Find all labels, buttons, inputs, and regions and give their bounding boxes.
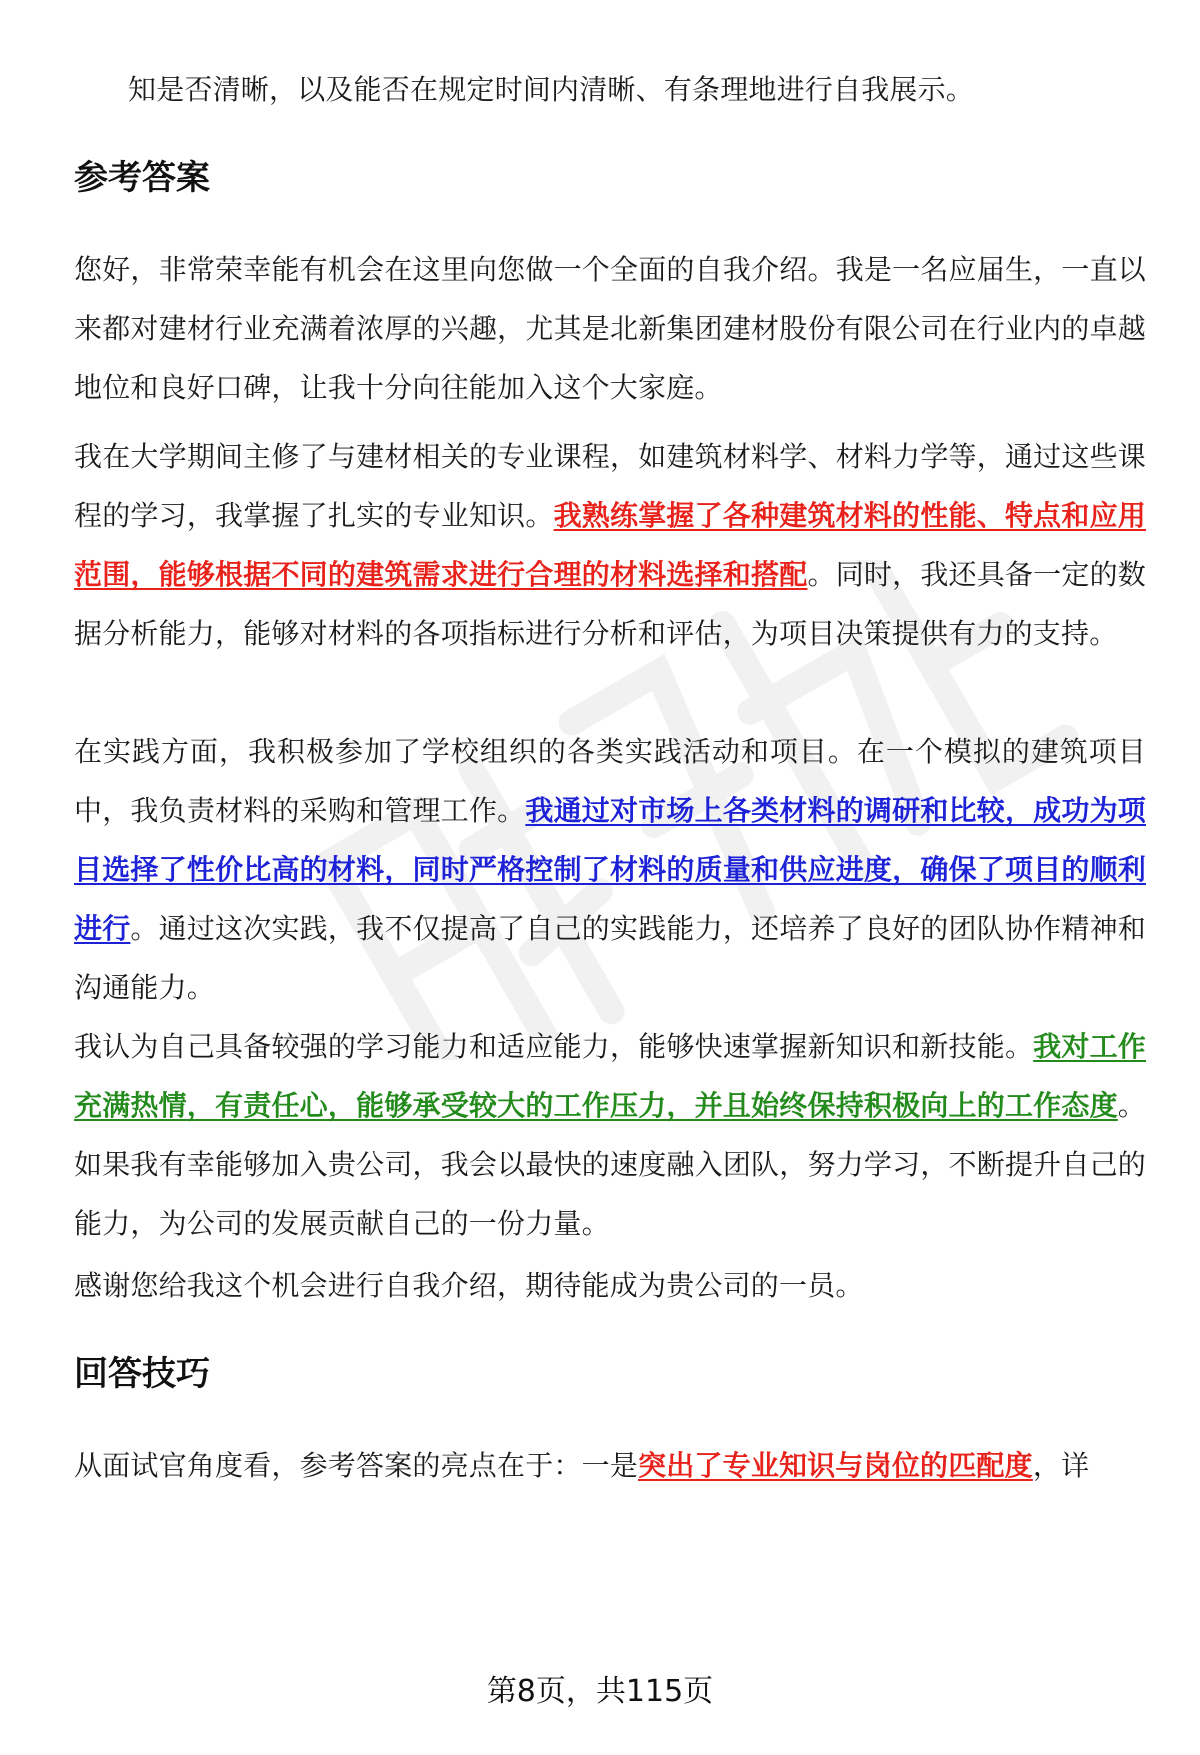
paragraph-education-text: 我在大学期间主修了与建材相关的专业课程，如建筑材料学、材料力学等，通过这些课程的学习，我掌握了扎实的专业知识。 — [74, 440, 1146, 532]
paragraph-abilities-text-after: 。如果我有幸能够加入贵公司，我会以最快的速度融入团队，努力学习，不断提升自己的能力，为公司的发展贡献自己的一份力量。 — [74, 1089, 1146, 1240]
paragraph-practice-text: 在实践方面，我积极参加了学校组织的各类实践活动和项目。在一个模拟的建筑项目中，我负责材料的采购和管理工作。 — [74, 735, 1146, 827]
section-title-answer-tips: 回答技巧 — [74, 1354, 210, 1394]
paragraph-tips-text-after: ，详 — [1032, 1449, 1090, 1482]
intro-tail-text: 知是否清晰，以及能否在规定时间内清晰、有条理地进行自我展示。 — [128, 73, 975, 106]
paragraph-abilities — [74, 1017, 1146, 1253]
paragraph-tips-text: 从面试官角度看，参考答案的亮点在于：一是 — [74, 1449, 639, 1482]
highlight-red-skills: 我熟练掌握了各种建筑材料的性能、特点和应用范围，能够根据不同的建筑需求进行合理的材料选择和搭配 — [74, 499, 1147, 591]
paragraph-greeting: 您好，非常荣幸能有机会在这里向您做一个全面的自我介绍。我是一名应届生，一直以来都对建材行业充满着浓厚的兴趣，尤其是北新集团建材股份有限公司在行业内的卓越地位和良好口碑，让我十分向往能加入这个大家庭。 — [74, 253, 1146, 404]
paragraph-practice-text-after: 。通过这次实践，我不仅提高了自己的实践能力，还培养了良好的团队协作精神和沟通能力。 — [74, 912, 1146, 1004]
paragraph-practice — [74, 722, 1146, 1017]
paragraph-education-text-after: 。同时，我还具备一定的数据分析能力，能够对材料的各项指标进行分析和评估，为项目决策提供有力的支持。 — [74, 558, 1147, 650]
paragraph-education — [74, 427, 1146, 663]
page-number-footer: 第8页，共115页 — [486, 1674, 714, 1709]
paragraph-abilities-text: 我认为自己具备较强的学习能力和适应能力，能够快速掌握新知识和新技能。 — [74, 1030, 1034, 1063]
highlight-blue-practice: 我通过对市场上各类材料的调研和比较，成功为项目选择了性价比高的材料，同时严格控制了材料的质量和供应进度，确保了项目的顺利进行 — [74, 794, 1146, 945]
highlight-red-tips: 突出了专业知识与岗位的匹配度 — [638, 1449, 1033, 1482]
paragraph-tips — [74, 1436, 1146, 1495]
highlight-green-attitude: 我对工作充满热情，有责任心，能够承受较大的工作压力，并且始终保持积极向上的工作态度 — [74, 1030, 1146, 1122]
paragraph-thanks: 感谢您给我这个机会进行自我介绍，期待能成为贵公司的一员。 — [74, 1269, 864, 1302]
section-title-reference-answer: 参考答案 — [74, 158, 210, 198]
